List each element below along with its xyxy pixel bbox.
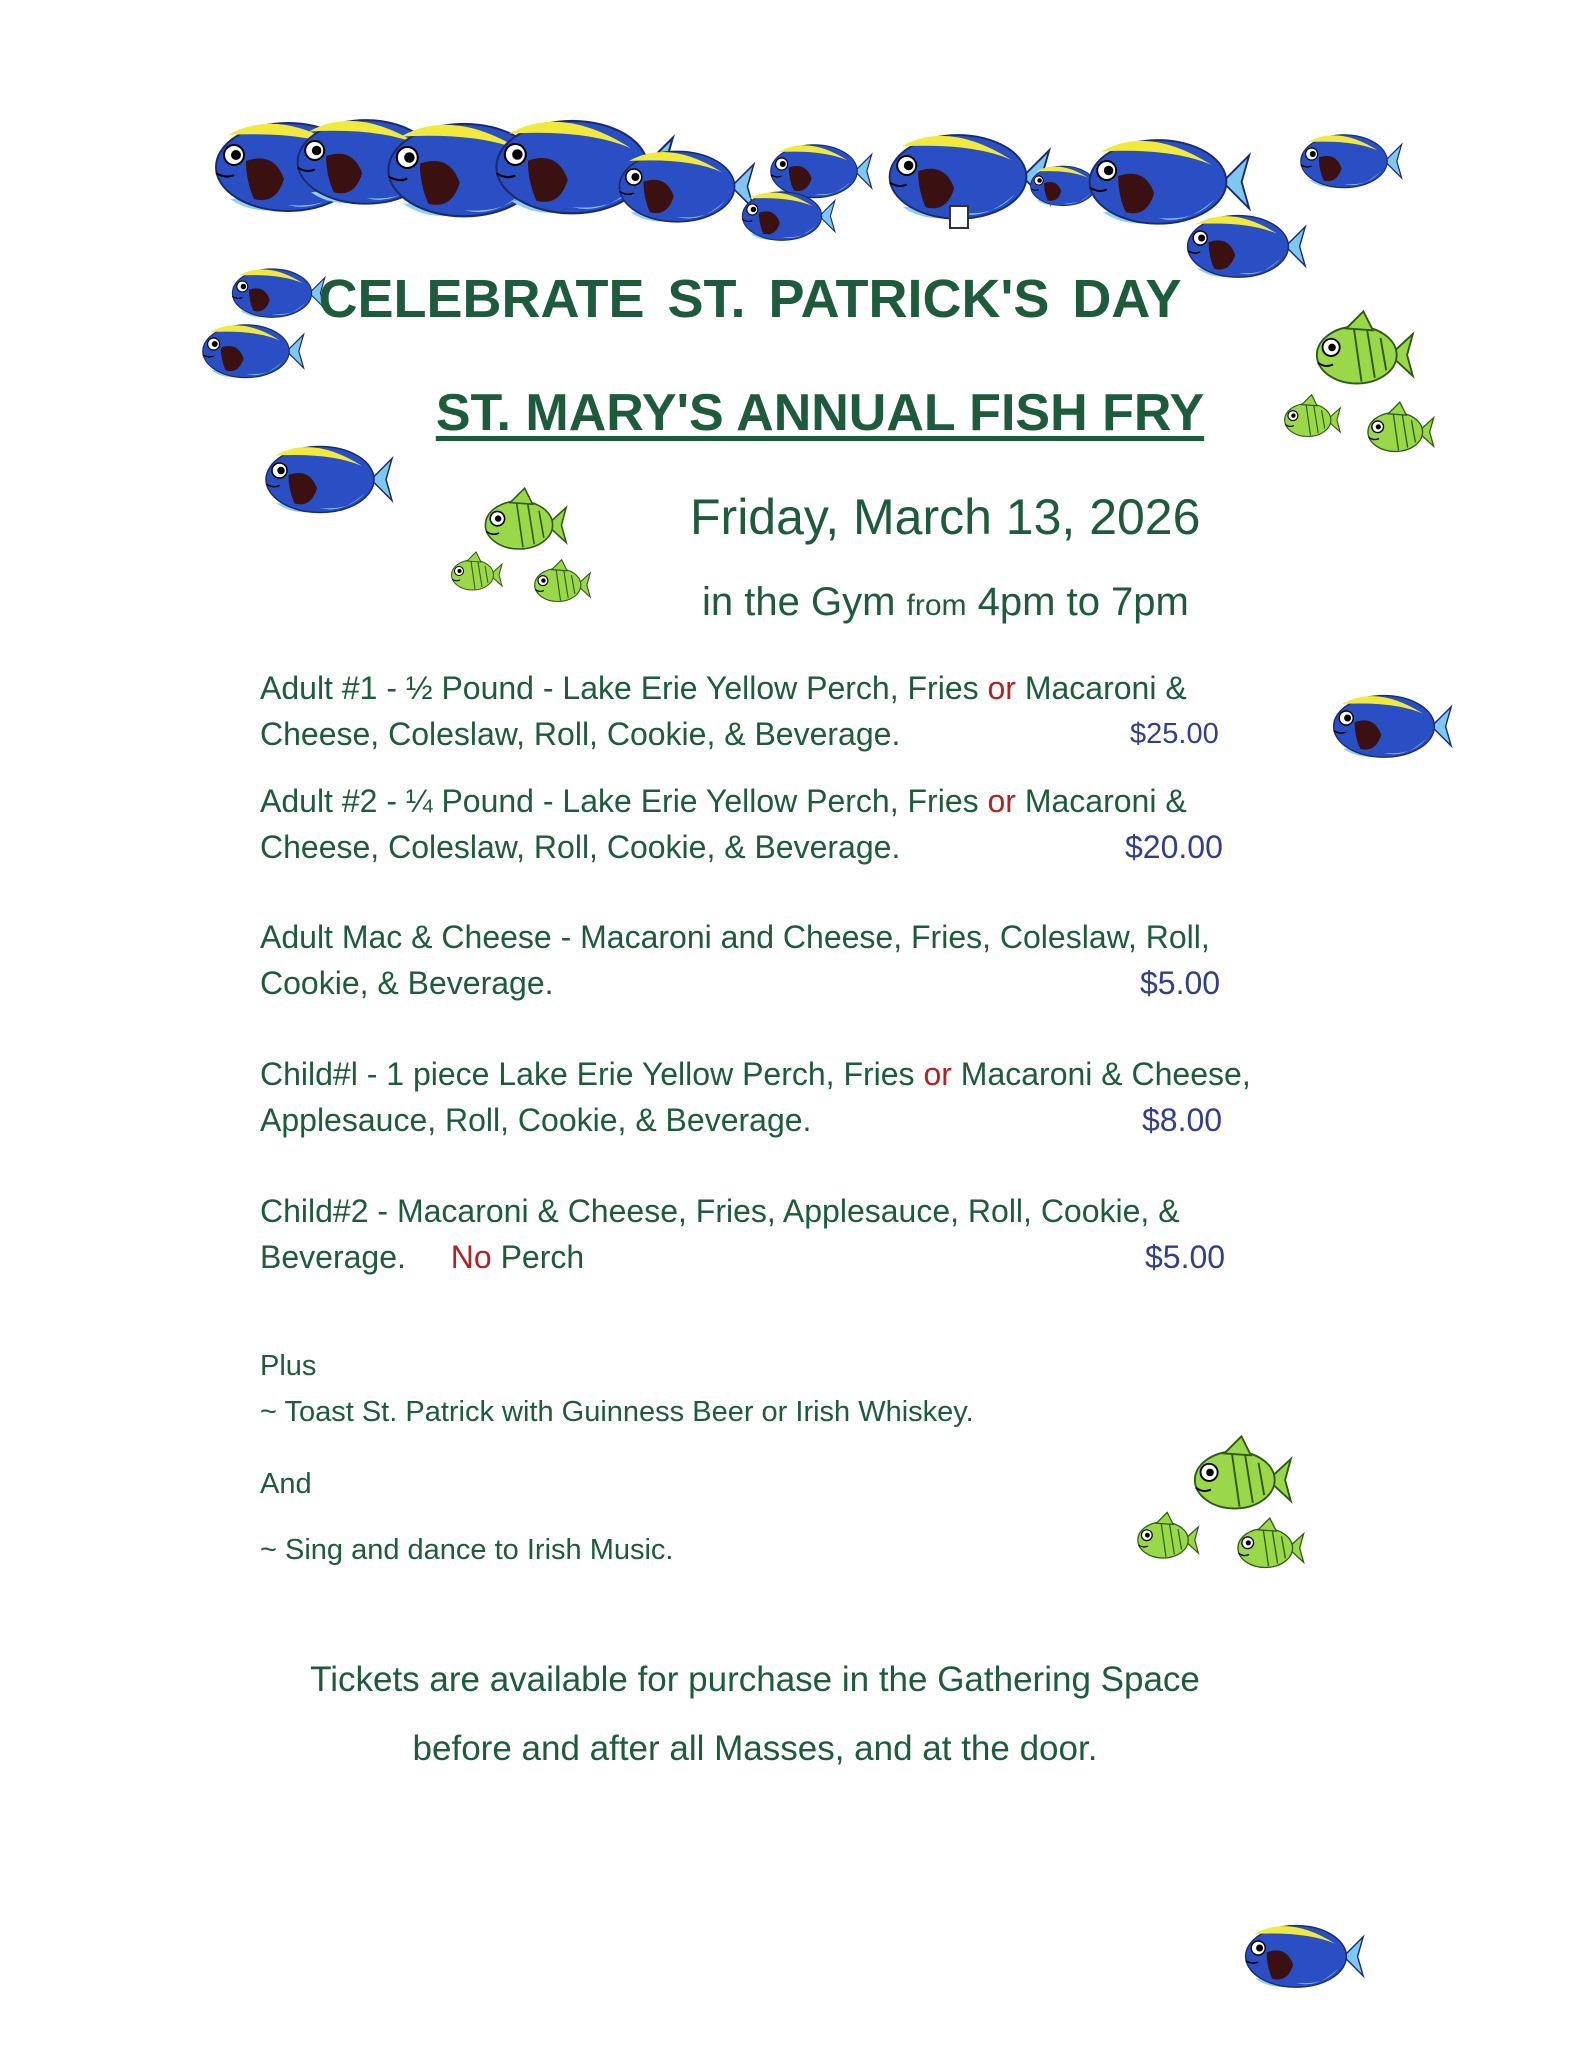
menu-text: Macaroni & <box>1024 783 1187 819</box>
from-text: from <box>906 589 967 622</box>
location-text: in the Gym <box>702 580 896 624</box>
price: $8.00 <box>1142 1102 1223 1138</box>
menu-text: Applesauce, Roll, Cookie, & Beverage. <box>260 1102 812 1138</box>
or-word: or <box>923 1056 952 1092</box>
event-title: ST. MARY'S ANNUAL FISH FRY <box>435 384 1205 442</box>
price: $5.00 <box>1145 1239 1226 1275</box>
menu-line <box>260 1051 1280 1097</box>
menu-text: Adult #1 - ½ Pound - Lake Erie Yellow Perch, Fries <box>260 670 979 706</box>
event-location-time <box>702 580 1189 625</box>
menu-line <box>260 665 1280 711</box>
menu-line <box>260 824 1280 870</box>
or-word: or <box>987 670 1016 706</box>
menu-text: Cookie, & Beverage. <box>260 965 554 1001</box>
tickets-line-2: before and after all Masses, and at the door. <box>412 1729 1098 1768</box>
price: $25.00 <box>1130 718 1219 750</box>
menu-line <box>260 1097 1280 1143</box>
menu-line: Child#2 - Macaroni & Cheese, Fries, Applesauce, Roll, Cookie, & <box>260 1193 1180 1229</box>
menu-item-adult-2 <box>260 778 1280 870</box>
menu-text: Cheese, Coleslaw, Roll, Cookie, & Beverage. <box>260 716 901 752</box>
or-word: or <box>987 783 1016 819</box>
menu-item-adult-mac <box>260 914 1280 1006</box>
menu-text: Perch <box>500 1239 585 1275</box>
menu-text: Child#l - 1 piece Lake Erie Yellow Perch, Fries <box>260 1056 915 1092</box>
menu-item-child-2 <box>260 1188 1280 1280</box>
menu-line <box>260 711 1280 757</box>
price: $5.00 <box>1140 965 1221 1001</box>
menu-text: Beverage. <box>260 1239 406 1275</box>
menu-line: Adult Mac & Cheese - Macaroni and Cheese, Fries, Coleslaw, Roll, <box>260 919 1210 955</box>
menu-text: Macaroni & Cheese, <box>960 1056 1251 1092</box>
menu-text: Macaroni & <box>1024 670 1187 706</box>
menu-text: Cheese, Coleslaw, Roll, Cookie, & Beverage. <box>260 829 901 865</box>
menu-line <box>260 1234 1280 1280</box>
celebrate-heading: CELEBRATE ST. PATRICK'S DAY <box>318 269 1182 329</box>
menu-item-adult-1 <box>260 665 1280 757</box>
menu-line <box>260 778 1280 824</box>
menu-line <box>260 960 1280 1006</box>
tickets-line-1: Tickets are available for purchase in the Gathering Space <box>310 1660 1200 1699</box>
menu-item-child-1 <box>260 1051 1280 1143</box>
time-text: 4pm to 7pm <box>977 580 1189 624</box>
toast-line: ~ Toast St. Patrick with Guinness Beer or Irish Whiskey. <box>260 1396 974 1428</box>
event-date: Friday, March 13, 2026 <box>690 489 1201 545</box>
no-word: No <box>450 1239 492 1275</box>
menu-text: Adult #2 - ¼ Pound - Lake Erie Yellow Perch, Fries <box>260 783 979 819</box>
sing-line: ~ Sing and dance to Irish Music. <box>260 1534 674 1566</box>
price: $20.00 <box>1125 829 1223 865</box>
and-label: And <box>260 1468 312 1500</box>
plus-label: Plus <box>260 1350 317 1382</box>
